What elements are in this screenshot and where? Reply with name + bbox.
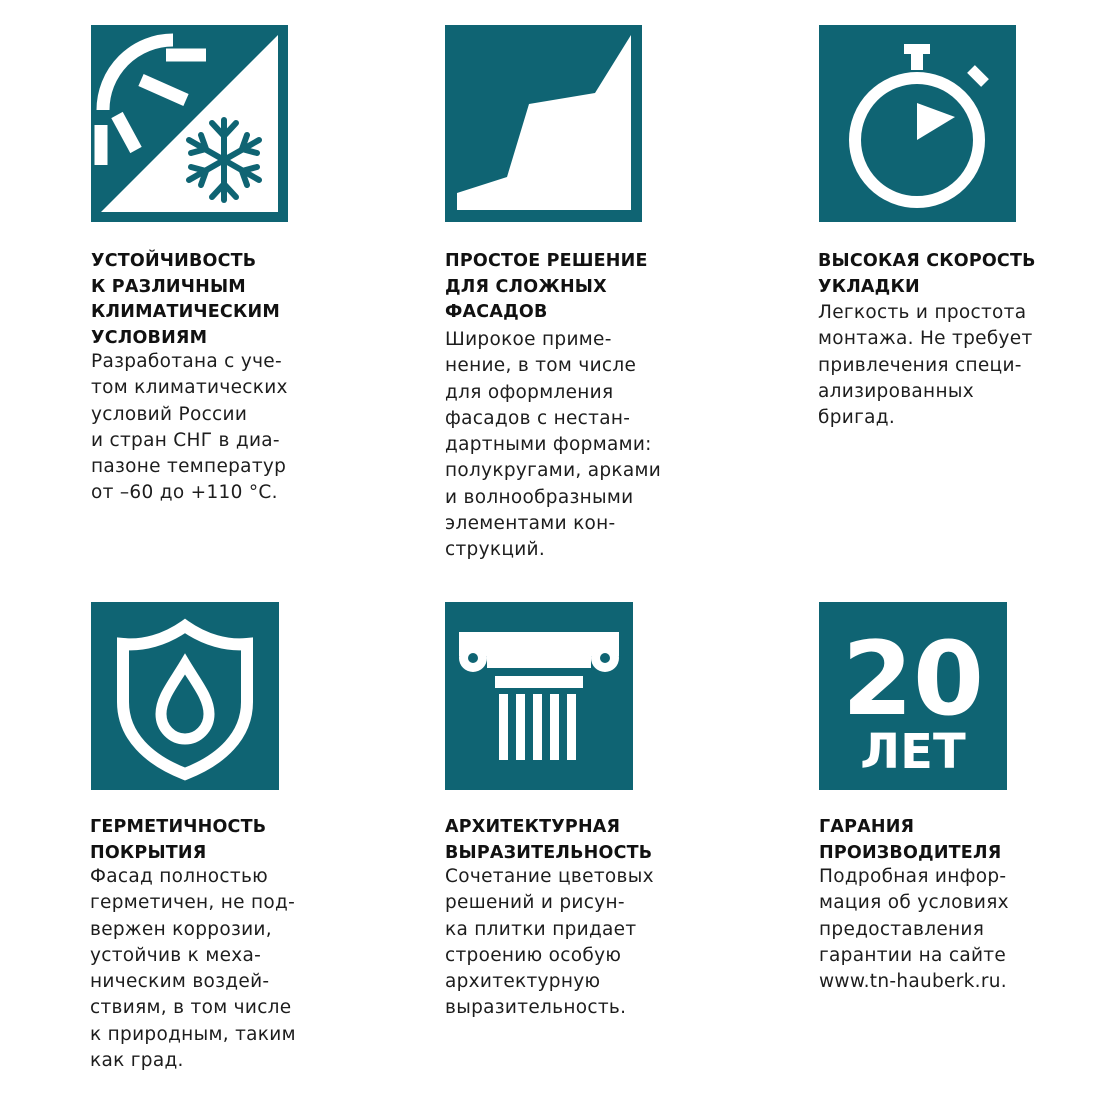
feature-title: УСТОЙЧИВОСТЬ К РАЗЛИЧНЫМ КЛИМАТИЧЕСКИМ УСЛОВИЯМ: [91, 251, 280, 348]
feature-title: ГАРАНИЯ ПРОИЗВОДИТЕЛЯ: [819, 817, 1002, 863]
feature-title: ПРОСТОЕ РЕШЕНИЕ ДЛЯ СЛОЖНЫХ ФАСАДОВ: [445, 251, 648, 322]
facade-profile-icon: [445, 25, 642, 222]
warranty-badge-unit: ЛЕТ: [860, 724, 966, 780]
warranty-badge-number: 20: [842, 620, 984, 739]
shield-drop-icon: [91, 602, 279, 790]
feature-title: АРХИТЕКТУРНАЯ ВЫРАЗИТЕЛЬНОСТЬ: [445, 817, 653, 863]
feature-title: ГЕРМЕТИЧНОСТЬ ПОКРЫТИЯ: [90, 817, 267, 863]
feature-description: Подробная инфор- мация об условиях предоставления гарантии на сайте www.tn-hauberk.ru.: [819, 866, 1009, 993]
feature-description: Легкость и простота монтажа. Не требует привлечения специ- ализированных бригад.: [818, 302, 1033, 429]
column-icon: [445, 602, 633, 790]
feature-description: Сочетание цветовых решений и рисун- ка плитки придает строению особую архитектурную выразительность.: [445, 866, 654, 1019]
feature-title: ВЫСОКАЯ СКОРОСТЬ УКЛАДКИ: [818, 251, 1036, 297]
sun-snowflake-icon: [91, 25, 288, 222]
twenty-years-icon: [819, 602, 1007, 790]
feature-description: Широкое приме- нение, в том числе для оформления фасадов с нестан- дартными формами: полукругами, арками и волнообразными элементами кон- струкций.: [445, 329, 662, 561]
feature-description: Фасад полностью герметичен, не под- вержен коррозии, устойчив к меха- ническим воздей- ствиям, в том числе к природным, таким как град.: [90, 866, 296, 1072]
feature-description: Разработана с уче- том климатических условий России и стран СНГ в диа- пазоне температур от –60 до +110 °С.: [91, 351, 288, 504]
stopwatch-icon: [819, 25, 1016, 222]
